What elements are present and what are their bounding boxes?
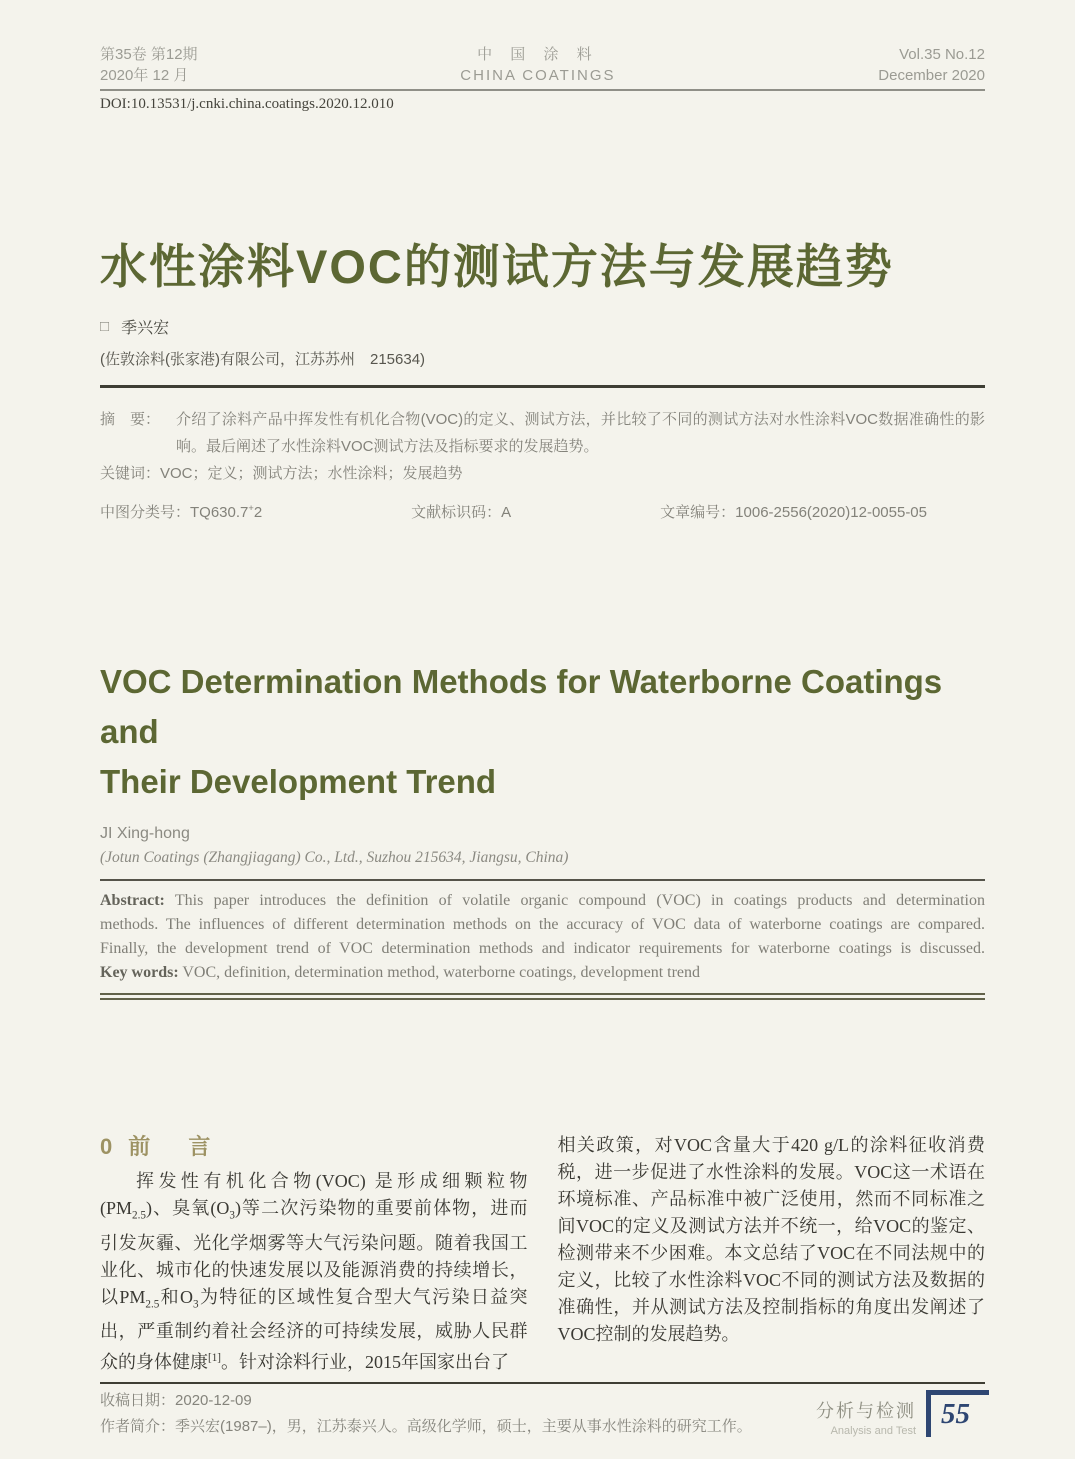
- body-paragraph-left: 挥发性有机化合物(VOC) 是形成细颗粒物 $(PM_{2.5})$、臭氧$(O_3)$等二次污染物的重要前体物，进而 引发灰霾、光化学烟雾等大气污染问题。随着我国工 业化、城市化的快速发展以及能源消费的持续增长， 以$PM_{2.5}$和$O_3$为特征的区域性复合型大气污染日益突 出，严重制约着社会经济的可持续发展，威胁人民群 众的身体健康[1]。针对涂料行业，2015年国家出台了: [100, 1171, 528, 1373]
- footer-section-en: Analysis and Test: [830, 1425, 916, 1437]
- date-cn: 2020年 12 月: [100, 67, 189, 84]
- journal-header-center: [460, 44, 615, 86]
- received-date-label: 收稿日期：: [100, 1392, 176, 1410]
- document-code: 文献标识码：A: [411, 504, 512, 521]
- volume-issue-en: Vol.35 No.12: [899, 46, 985, 63]
- received-date-value: 2020-12-09: [175, 1392, 252, 1410]
- left-column: [100, 1132, 528, 1376]
- english-abstract-divider: [100, 879, 985, 881]
- classification-row: [100, 501, 985, 522]
- section-heading: [100, 1132, 528, 1162]
- journal-header-left: [100, 44, 198, 86]
- page-number: 55: [941, 1398, 970, 1430]
- author-bio-text: 季兴宏(1987–)，男，江苏泰兴人。高级化学师，硕士，主要从事水性涂料的研究工作。: [175, 1418, 752, 1436]
- affiliation-en: (Jotun Coatings (Zhangjiagang) Co., Ltd., Suzhou 215634, Jiangsu, China): [100, 849, 569, 866]
- abstract-en: Abstract: This paper introduces the definition of volatile organic compound (VOC) in coatings products and determination methods. The influences of different determination methods on the accuracy of VOC data of waterborne coatings are compared. Finally, the development trend of VOC determination methods and indicator requirements for waterborne coatings is discussed. Key words: VOC, definition, determination method, waterborne coatings, development trend: [100, 892, 985, 981]
- body-paragraph-right: 相关政策，对VOC含量大于420 g/L的涂料征收消费 税，进一步促进了水性涂料的发展。VOC这一术语在 环境标准、产品标准中被广泛使用，然而不同标准之 间VOC的定义及测试方法并不统一，给VOC的鉴定、 检测带来不少困难。本文总结了VOC在不同法规中的 定义，比较了水性涂料VOC不同的测试方法及数据的 准确性，并从测试方法及控制指标的角度出发阐述了 VOC控制的发展趋势。: [557, 1135, 985, 1344]
- abstract-text-cn: 介绍了涂料产品中挥发性有机化合物(VOC)的定义、测试方法，并比较了不同的测试方法对水性涂料VOC数据准确性的影响。最后阐述了水性涂料VOC测试方法及指标要求的发展趋势。: [176, 411, 985, 455]
- author-name-cn: 季兴宏: [121, 320, 170, 337]
- doi-line: DOI:10.13531/j.cnki.china.coatings.2020.12.010: [100, 96, 394, 112]
- author-bio-label: 作者简介：: [100, 1418, 176, 1436]
- footer-section-labels: [816, 1397, 916, 1437]
- page-footer: [816, 1390, 989, 1437]
- journal-name-en: CHINA COATINGS: [460, 67, 616, 84]
- page-number-bracket: [926, 1390, 989, 1437]
- journal-header: [100, 44, 985, 86]
- section-title: 前 言: [128, 1134, 227, 1159]
- author-name-en: JI Xing-hong: [100, 825, 190, 842]
- right-column: [558, 1132, 986, 1376]
- header-divider: [100, 89, 985, 91]
- footer-section-cn: 分析与检测: [816, 1401, 916, 1421]
- journal-header-right: [878, 44, 985, 86]
- article-body: [100, 1132, 985, 1376]
- title-divider: [100, 385, 985, 388]
- abstract-label-cn: 摘 要：: [100, 411, 161, 428]
- article-id: 文章编号：1006-2556(2020)12-0055-05: [660, 504, 927, 521]
- article-title-cn: 水性涂料VOC的测试方法与发展趋势: [100, 240, 894, 293]
- article-title-en: VOC Determination Methods for Waterborne Coatings and Their Development Trend: [100, 663, 943, 800]
- date-en: December 2020: [878, 67, 985, 84]
- journal-name-cn: 中 国 涂 料: [477, 46, 599, 63]
- footnote-divider: [100, 1382, 985, 1384]
- clc-number: 中图分类号：TQ630.7+2: [100, 503, 263, 521]
- affiliation-cn: (佐敦涂料(张家港)有限公司，江苏苏州 215634): [100, 351, 426, 368]
- author-marker-icon: □: [100, 318, 110, 335]
- volume-issue-cn: 第35卷 第12期: [100, 46, 198, 63]
- front-matter-end-divider: [100, 993, 985, 1000]
- keywords-cn: 关键词：VOC；定义；测试方法；水性涂料；发展趋势: [100, 465, 463, 482]
- abstract-cn: [100, 406, 985, 460]
- author-row: [100, 315, 985, 338]
- section-number: 0: [100, 1134, 113, 1159]
